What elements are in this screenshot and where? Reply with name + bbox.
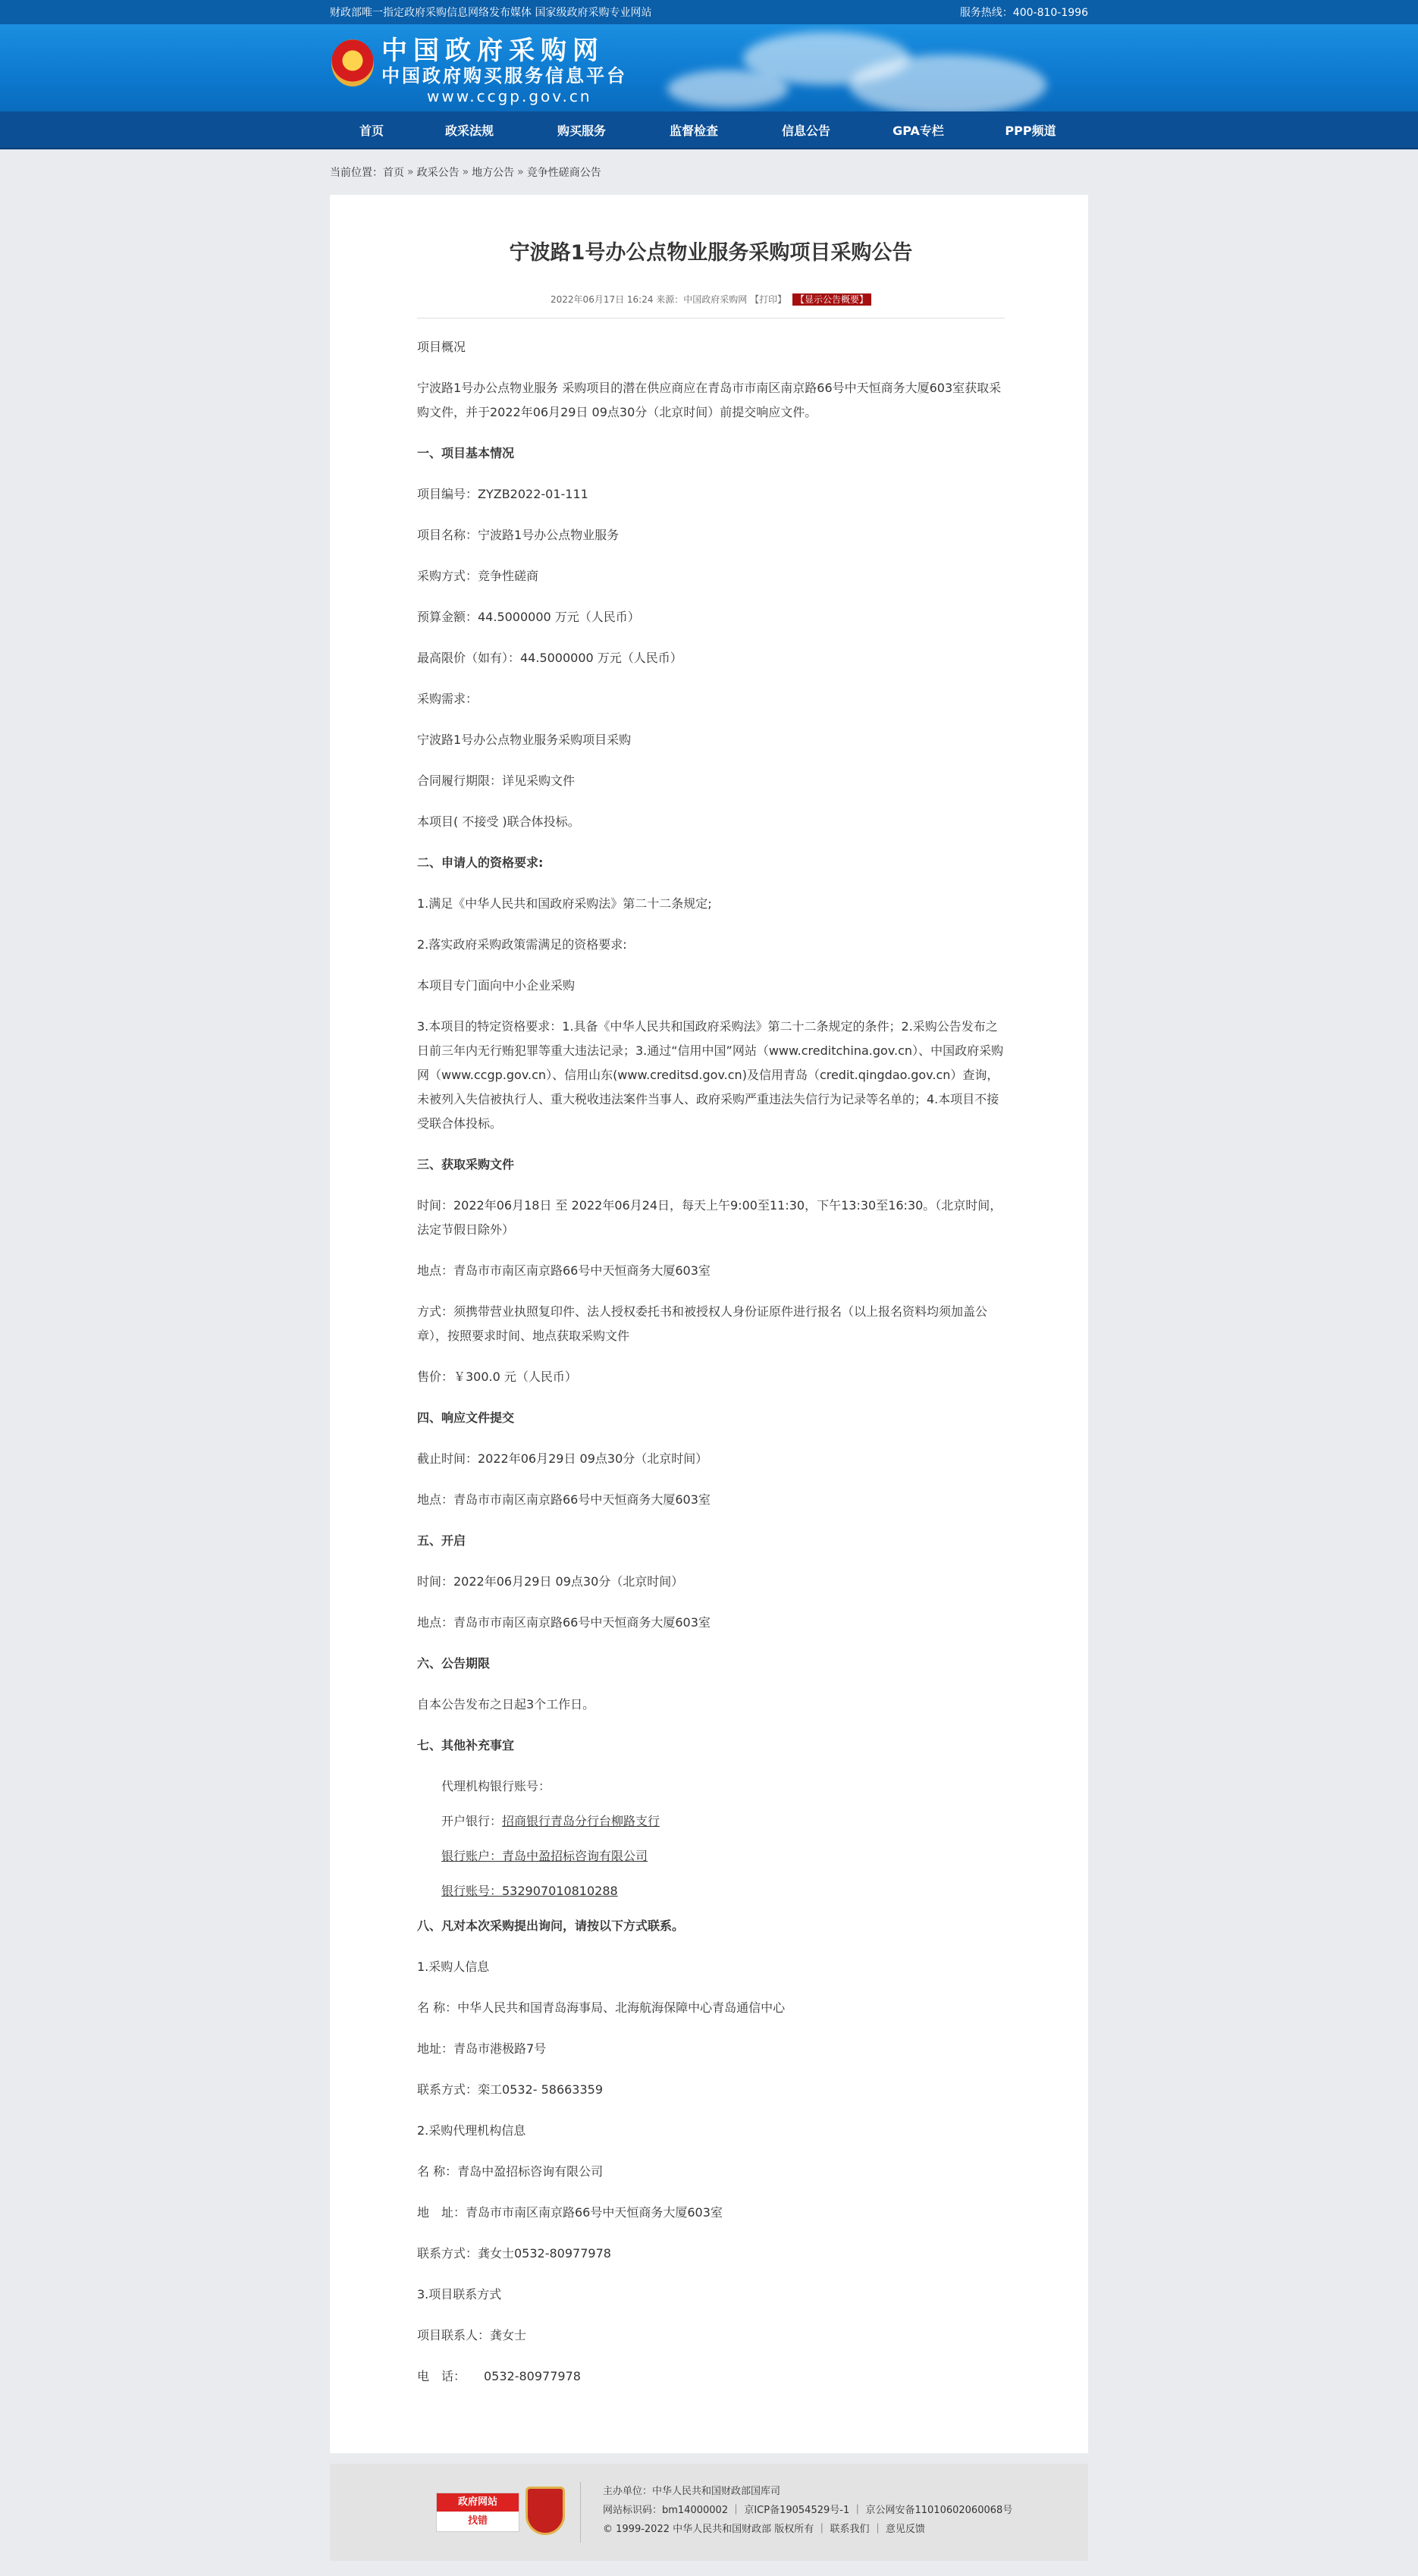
site-banner <box>0 24 1418 111</box>
site-footer <box>330 2464 1088 2561</box>
paragraph: 售价：￥300.0 元（人民币） <box>417 1370 577 1384</box>
paragraph: 项目名称：宁波路1号办公点物业服务 <box>417 528 620 542</box>
main-nav <box>0 111 1418 149</box>
section-heading: 三、获取采购文件 <box>417 1157 515 1172</box>
national-emblem-icon <box>331 39 374 86</box>
nav-purchase-services[interactable]: 购买服务 <box>557 123 606 138</box>
bank-name-value: 招商银行青岛分行台柳路支行 <box>502 1814 660 1828</box>
paragraph: 3.项目联系方式 <box>417 2287 502 2301</box>
article-title: 宁波路1号办公点物业服务采购项目采购公告 <box>509 241 913 265</box>
paragraph: 联系方式：栾工0532- 58663359 <box>417 2082 604 2097</box>
badge-bottom-label: 找错 <box>467 2515 488 2527</box>
paragraph: 截止时间：2022年06月29日 09点30分（北京时间） <box>417 1451 708 1466</box>
breadcrumb-local[interactable]: 地方公告 <box>472 167 515 179</box>
paragraph: 项目编号：ZYZB2022-01-111 <box>417 487 588 501</box>
footer-sponsor: 主办单位：中华人民共和国财政部国库司 <box>603 2486 781 2497</box>
footer-registration: 网站标识码：bm14000002 ｜ 京ICP备19054529号-1 ｜ 京公网安备11010602060068号 <box>603 2505 1013 2516</box>
breadcrumb-sep: » <box>517 166 524 178</box>
breadcrumb <box>330 149 1088 195</box>
paragraph: 方式：须携带营业执照复印件、法人授权委托书和被授权人身份证原件进行报名（以上报名资料均须加盖公章），按照要求时间、地点获取采购文件 <box>417 1304 988 1343</box>
article-panel <box>330 195 1088 2453</box>
section-heading: 四、响应文件提交 <box>417 1410 515 1425</box>
breadcrumb-home[interactable]: 首页 <box>383 167 404 179</box>
breadcrumb-current[interactable]: 竞争性磋商公告 <box>526 167 601 179</box>
paragraph: 地 址：青岛市市南区南京路66号中天恒商务大厦603室 <box>417 2205 723 2220</box>
paragraph: 3.本项目的特定资格要求：1.具备《中华人民共和国政府采购法》第二十二条规定的条件；2.采购公告发布之日前三年内无行贿犯罪等重大违法记录；3.通过“信用中国”网站（www.creditchina.gov.cn）、中国政府采购网（www.ccgp.gov.cn）、信用山东(www.creditsd.gov.cn)及信用青岛（credit.qingdao.gov.cn）查询，未被列入失信被执行人、重大税收违法案件当事人、政府采购严重违法失信行为记录等名单的；4.本项目不接受联合体投标。 <box>417 1019 1004 1131</box>
section-heading: 七、其他补充事宜 <box>417 1738 515 1752</box>
paragraph: 宁波路1号办公点物业服务 采购项目的潜在供应商应在青岛市市南区南京路66号中天恒商务大厦603室获取采购文件，并于2022年06月29日 09点30分（北京时间）前提交响应文件。 <box>417 381 1002 419</box>
top-info-bar <box>0 0 1418 24</box>
feedback-link[interactable]: 意见反馈 <box>885 2524 925 2535</box>
paragraph: 电 话： 0532-80977978 <box>417 2369 581 2383</box>
top-slogan: 财政部唯一指定政府采购信息网络发布媒体 国家级政府采购专业网站 <box>330 7 652 19</box>
article-meta-text: 2022年06月17日 16:24 来源：中国政府采购网 【打印】 <box>551 294 787 305</box>
footer-copyright-line <box>603 2520 1012 2539</box>
footer-copyright: © 1999-2022 中华人民共和国财政部 版权所有 ｜ <box>603 2524 827 2535</box>
nav-gpa[interactable]: GPA专栏 <box>893 123 944 138</box>
section-heading: 六、公告期限 <box>417 1656 491 1671</box>
breadcrumb-sep: » <box>407 166 414 178</box>
paragraph: 时间：2022年06月29日 09点30分（北京时间） <box>417 1574 684 1589</box>
section-heading: 五、开启 <box>417 1533 466 1548</box>
paragraph: 地点：青岛市市南区南京路66号中天恒商务大厦603室 <box>417 1615 711 1630</box>
breadcrumb-announcements[interactable]: 政采公告 <box>416 167 460 179</box>
paragraph: 项目概况 <box>417 340 466 354</box>
paragraph: 代理机构银行账号： <box>441 1779 551 1793</box>
footer-divider <box>580 2482 581 2543</box>
paragraph: 本项目( 不接受 )联合体投标。 <box>417 814 580 829</box>
paragraph: 合同履行期限：详见采购文件 <box>417 773 576 788</box>
paragraph: 项目联系人：龚女士 <box>417 2328 527 2342</box>
paragraph: 时间：2022年06月18日 至 2022年06月24日，每天上午9:00至11:30，下午13:30至16:30。（北京时间，法定节假日除外） <box>417 1198 1002 1237</box>
nav-supervision[interactable]: 监督检查 <box>669 123 718 138</box>
paragraph: 预算金额：44.5000000 万元（人民币） <box>417 610 640 624</box>
section-heading: 八、凡对本次采购提出询问，请按以下方式联系。 <box>417 1919 685 1933</box>
nav-announcements[interactable]: 信息公告 <box>781 123 830 138</box>
paragraph: 本项目专门面向中小企业采购 <box>417 978 576 993</box>
paragraph: 名 称：青岛中盈招标咨询有限公司 <box>417 2164 604 2179</box>
breadcrumb-sep: » <box>462 166 469 178</box>
show-summary-button[interactable]: 【显示公告概要】 <box>792 293 871 306</box>
contact-us-link[interactable]: 联系我们 <box>830 2524 870 2535</box>
badge-top-label: 政府网站 <box>437 2493 519 2512</box>
nav-home[interactable]: 首页 <box>359 123 384 138</box>
paragraph: 最高限价（如有）：44.5000000 万元（人民币） <box>417 651 682 665</box>
bank-name-label: 开户银行： <box>441 1814 503 1828</box>
nav-ppp[interactable]: PPP频道 <box>1005 123 1056 138</box>
section-heading: 一、项目基本情况 <box>417 446 515 460</box>
paragraph: 自本公告发布之日起3个工作日。 <box>417 1697 595 1712</box>
logo-url: www.ccgp.gov.cn <box>427 87 592 105</box>
paragraph: 地址：青岛市港极路7号 <box>417 2041 547 2056</box>
party-gov-site-badge-icon[interactable] <box>525 2487 565 2535</box>
footer-sep: ｜ <box>872 2524 883 2535</box>
paragraph: 采购方式：竞争性磋商 <box>417 569 539 583</box>
article-content <box>417 318 1005 2389</box>
logo-subtitle: 中国政府购买服务信息平台 <box>381 65 627 86</box>
bank-account-name: 银行账户：青岛中盈招标咨询有限公司 <box>441 1849 648 1863</box>
paragraph: 名 称：中华人民共和国青岛海事局、北海航海保障中心青岛通信中心 <box>417 2000 786 2015</box>
paragraph: 1.采购人信息 <box>417 1959 490 1974</box>
logo-title: 中国政府采购网 <box>381 36 604 66</box>
paragraph: 2.采购代理机构信息 <box>417 2123 526 2138</box>
nav-regulations[interactable]: 政采法规 <box>444 123 494 138</box>
gov-site-error-badge[interactable] <box>436 2493 519 2532</box>
paragraph: 联系方式：龚女士0532-80977978 <box>417 2246 611 2261</box>
paragraph: 宁波路1号办公点物业服务采购项目采购 <box>417 733 632 747</box>
section-heading: 二、申请人的资格要求: <box>417 855 544 870</box>
paragraph: 采购需求： <box>417 692 478 706</box>
service-hotline: 服务热线：400-810-1996 <box>959 7 1088 19</box>
site-logo[interactable] <box>381 36 627 106</box>
paragraph: 1.满足《中华人民共和国政府采购法》第二十二条规定; <box>417 896 712 911</box>
paragraph: 2.落实政府采购政策需满足的资格要求: <box>417 937 627 952</box>
bank-account-number: 银行账号：532907010810288 <box>441 1884 618 1898</box>
paragraph: 地点：青岛市市南区南京路66号中天恒商务大厦603室 <box>417 1492 711 1507</box>
breadcrumb-label: 当前位置： <box>330 167 383 179</box>
bank-name-line <box>417 1809 1005 1834</box>
paragraph: 地点：青岛市市南区南京路66号中天恒商务大厦603室 <box>417 1263 711 1278</box>
footer-info <box>603 2482 1012 2539</box>
article-meta <box>417 293 1005 318</box>
